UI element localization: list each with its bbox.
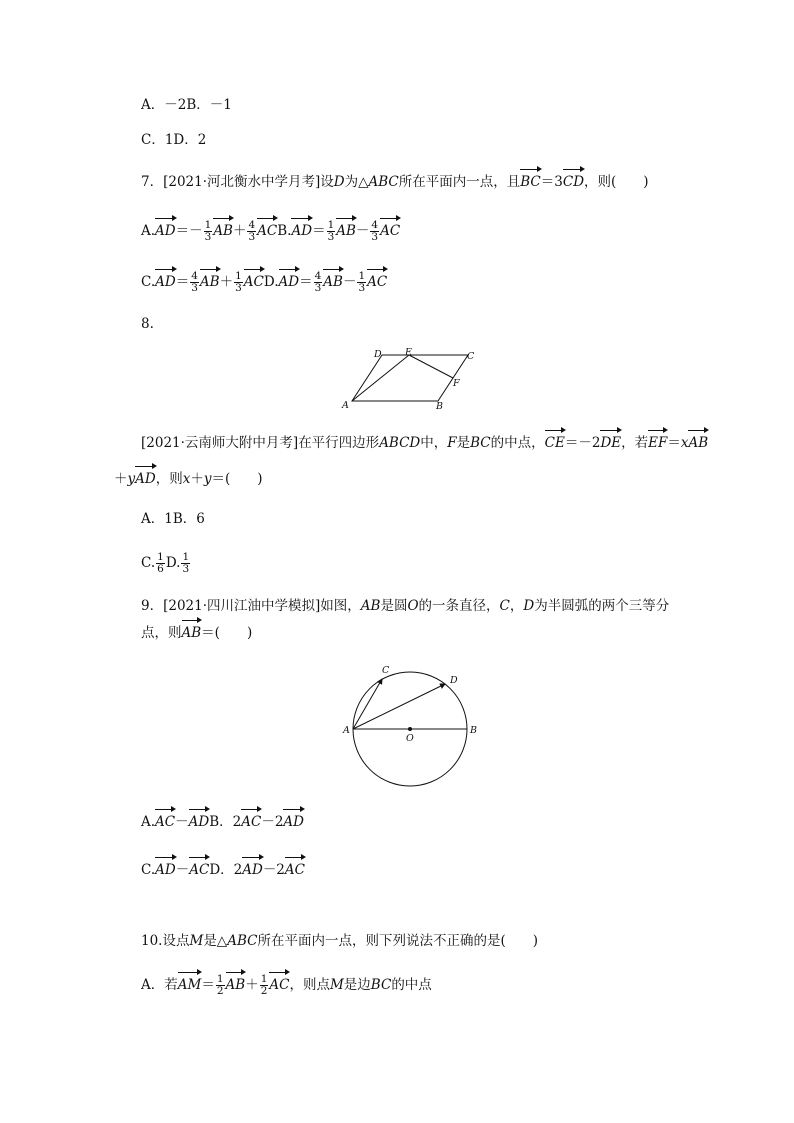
q7-number: 7． (141, 174, 164, 190)
fraction: $\frac{1}{6}$ (157, 551, 164, 575)
label-E: E (405, 347, 412, 358)
fraction: $\frac{4}{3}$ (371, 219, 379, 243)
label-O: O (406, 733, 414, 744)
label-B: B (436, 401, 443, 411)
fraction: $\frac{1}{3}$ (204, 219, 212, 243)
fraction: $\frac{4}{3}$ (248, 219, 256, 243)
q8-options-ab: A．1B．6 (141, 511, 205, 527)
label-D: D (450, 675, 458, 686)
fraction: $\frac{1}{3}$ (358, 270, 366, 294)
label-C: C (382, 665, 390, 676)
q10-number: 10. (141, 933, 163, 949)
q10-option-a: A．若AM＝ $\frac{1}{2}$ AB＋ $\frac{1}{2}$ AC，则点M是边BC的中点 (141, 973, 432, 997)
q8-number: 8. (141, 316, 154, 332)
parallelogram-figure (340, 345, 480, 411)
q8-options-cd: C. $\frac{1}{6}$ D. $\frac{1}{3}$ (141, 551, 190, 575)
q10-stem: 10.设点M是△ABC所在平面内一点，则下列说法不正确的是( ) (141, 933, 538, 949)
q8-stem-line1: [2021·云南师大附中月考]在平行四边形ABCD中，F是BC的中点，CE＝－2DE，若EF＝xAB (141, 435, 709, 451)
q6-options-cd: C．1D．2 (141, 132, 207, 148)
q8-source: [2021·云南师大附中月考] (141, 435, 299, 451)
fraction: $\frac{1}{2}$ (216, 973, 224, 997)
label-A: A (342, 400, 349, 411)
fraction: $\frac{4}{3}$ (314, 270, 322, 294)
q6-options-ab: A．－2B．－1 (141, 97, 232, 113)
vector-cd: CD (562, 174, 585, 190)
fraction: $\frac{1}{3}$ (182, 551, 190, 575)
fraction: $\frac{1}{2}$ (260, 973, 268, 997)
q9-source: [2021·四川江油中学模拟] (163, 598, 321, 614)
vector-ad-arrow (353, 684, 445, 729)
q9-options-cd: C.AD－ACD．2AD－2AC (141, 862, 305, 878)
segment-ef (409, 355, 453, 378)
label-C: C (467, 351, 475, 362)
q8-stem-line2: ＋yAD，则x＋y＝( ) (114, 471, 263, 487)
label-A: A (343, 725, 350, 736)
fraction: $\frac{1}{3}$ (235, 270, 242, 294)
vector-bc: BC (520, 174, 541, 190)
fraction: $\frac{1}{3}$ (327, 219, 335, 243)
q9-stem-line1: 9．[2021·四川江油中学模拟]如图，AB是圆O的一条直径，C，D为半圆弧的两个三等分 (141, 598, 670, 614)
parallelogram-abcd (352, 355, 468, 401)
q7-stem: 7．[2021·河北衡水中学月考]设D为△ABC所在平面内一点，且BC＝3CD，则( ) (141, 174, 649, 190)
center-point (408, 727, 412, 731)
q9-stem-line2: 点，则AB＝( ) (141, 625, 253, 641)
segment-ae (352, 355, 409, 401)
q9-options-ab: A.AC－ADB．2AC－2AD (141, 814, 304, 830)
q7-options-ab: A.AD＝－ $\frac{1}{3}$ AB＋ $\frac{4}{3}$ ACB.AD＝ $\frac{1}{3}$ AB－ $\frac{4}{3}$ AC (141, 219, 401, 243)
q9-number: 9． (141, 598, 164, 614)
label-B: B (470, 725, 477, 736)
q7-options-cd: C.AD＝ $\frac{4}{3}$ AB＋ $\frac{1}{3}$ ACD.AD＝ $\frac{4}{3}$ AB－ $\frac{1}{3}$ AC (141, 270, 388, 294)
circle-figure (338, 662, 488, 792)
label-D: D (374, 349, 382, 360)
fraction: $\frac{4}{3}$ (191, 270, 198, 294)
q7-source: [2021·河北衡水中学月考] (163, 174, 321, 190)
label-F: F (453, 378, 460, 389)
